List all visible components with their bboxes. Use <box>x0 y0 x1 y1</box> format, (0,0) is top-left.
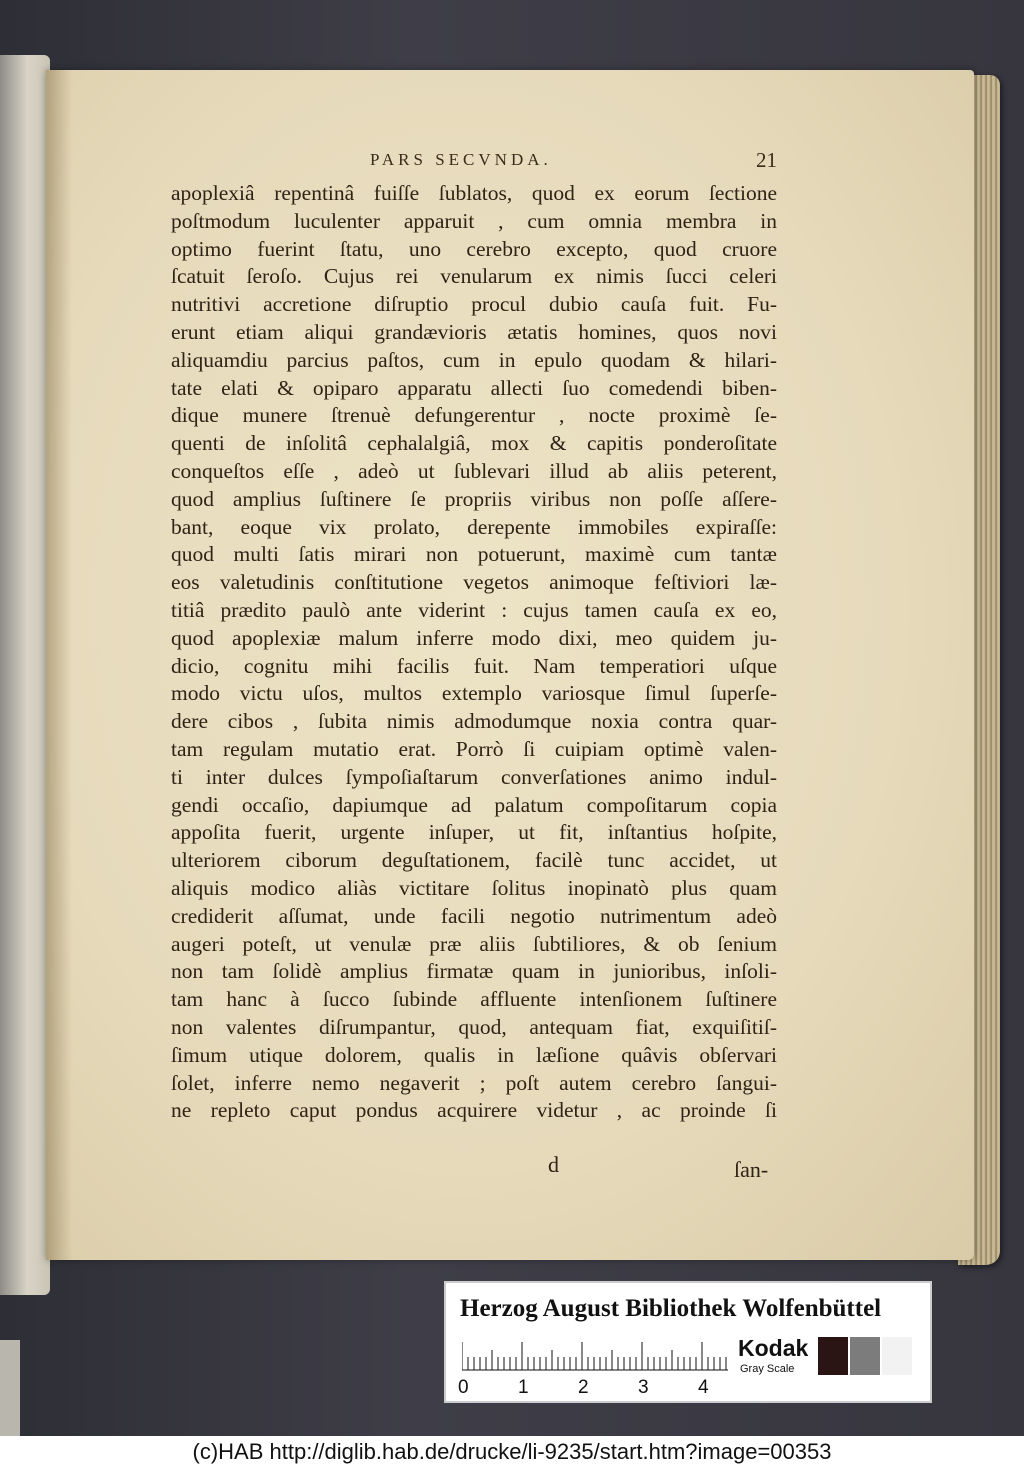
signature-mark: d <box>548 1152 559 1177</box>
ruler-label: 3 <box>638 1377 649 1398</box>
text-line: aliquamdiu parcius paſtos, cum in epulo quodam & hilari- <box>171 347 777 372</box>
text-line: tam regulam mutatio erat. Porrò ſi cuipiam optimè valen- <box>171 736 777 761</box>
ruler-scale <box>462 1341 728 1371</box>
running-head: PARS SECVNDA. <box>370 150 552 169</box>
text-line: erunt etiam aliqui grandævioris ætatis homines, quos novi <box>171 319 777 344</box>
ruler-label: 0 <box>458 1377 469 1398</box>
text-line: quod amplius ſuſtinere ſe propriis viribus non poſſe aſſere- <box>171 486 777 511</box>
catchword: ſan- <box>734 1157 769 1182</box>
adjacent-object <box>0 1340 20 1436</box>
gray-scale-label: Gray Scale <box>740 1363 795 1375</box>
ruler-labels <box>458 1377 738 1399</box>
footer-bar <box>0 1436 1024 1469</box>
text-line: aliquis modico aliàs victitare ſolitus inopinatò plus quam <box>171 875 777 900</box>
text-line: dique munere ſtrenuè defungerentur , nocte proximè ſe- <box>171 403 777 428</box>
text-line: ſcatuit ſeroſo. Cujus rei venularum ex nimis ſucci celeri <box>171 264 777 289</box>
gray-patch <box>818 1337 848 1375</box>
text-line: non tam ſolidè amplius firmatæ quam in junioribus, inſoli- <box>171 959 777 984</box>
text-line: quod multi ſatis mirari non potuerunt, maximè cum tantæ <box>171 542 777 567</box>
text-line: gendi occaſio, dapiumque ad palatum compoſitarum copia <box>171 792 777 817</box>
text-line: optimo fuerint ſtatu, uno cerebro excepto, quod cruore <box>171 236 777 261</box>
adjacent-page-edge <box>0 55 50 1295</box>
text-line: ne repleto caput pondus acquirere videtur , ac proinde ſi <box>171 1098 777 1123</box>
text-line: conqueſtos eſſe , adeò ut ſublevari illud ab aliis peterent, <box>171 458 777 483</box>
text-line: nutritivi accretione diſruptio procul dubio cauſa fuit. Fu- <box>171 292 777 317</box>
gray-patch <box>882 1337 912 1375</box>
text-line: appoſita fuerit, urgente inſuper, ut fit, inſtantius hoſpite, <box>171 820 777 845</box>
page-number: 21 <box>756 148 777 172</box>
text-line: poſtmodum luculenter apparuit , cum omnia membra in <box>171 208 777 233</box>
ruler-label: 2 <box>578 1377 589 1398</box>
text-line: non valentes diſrumpantur, quod, antequam fiat, exquiſitiſ- <box>171 1014 777 1039</box>
text-line: modo victu uſos, multos extemplo variosque ſimul ſuperſe- <box>171 681 777 706</box>
gray-patch <box>850 1337 880 1375</box>
text-line: dicio, cognitu mihi facilis fuit. Nam temperatiori uſque <box>171 653 777 678</box>
kodak-logo: Kodak <box>738 1335 809 1361</box>
text-line: quod apoplexiæ malum inferre modo dixi, meo quidem ju- <box>171 625 777 650</box>
text-line: dere cibos , ſubita nimis admodumque noxia contra quar- <box>171 709 777 734</box>
copyright-url: (c)HAB http://diglib.hab.de/drucke/li-9235/start.htm?image=00353 <box>192 1439 832 1464</box>
text-line: apoplexiâ repentinâ fuiſſe ſublatos, quod ex eorum ſectione <box>171 181 777 205</box>
text-line: eos valetudinis conſtitutione vegetos animoque feſtiviori læ- <box>171 570 777 595</box>
text-line: tam hanc à ſucco ſubinde affluente intenſionem ſuſtinere <box>171 987 777 1012</box>
text-line: augeri poteſt, ut venulæ præ aliis ſubtiliores, & ob ſenium <box>171 931 777 956</box>
text-line: titiâ prædito paulò ante viderint : cujus tamen cauſa ex eo, <box>171 597 777 622</box>
text-line: ti inter dulces ſympoſiaſtarum converſationes animo indul- <box>171 764 777 789</box>
color-calibration-card <box>444 1281 932 1403</box>
text-line: ſimum utique dolorem, qualis in læſione quâvis obſervari <box>171 1042 777 1067</box>
text-line: bant, eoque vix prolato, derepente immobiles expiraſſe: <box>171 514 777 539</box>
text-line: crediderit aſſumat, unde facili negotio nutrimentum adeò <box>171 903 777 928</box>
text-line: ulteriorem ciborum deguſtationem, facilè tunc accidet, ut <box>171 848 777 873</box>
ruler-label: 4 <box>698 1377 709 1398</box>
body-text <box>171 180 777 1125</box>
text-line: ſolet, inferre nemo negaverit ; poſt autem cerebro ſangui- <box>171 1070 777 1095</box>
text-line: tate elati & opiparo apparatu allecti ſuo comedendi biben- <box>171 375 777 400</box>
text-line: quenti de inſolitâ cephalalgiâ, mox & capitis ponderoſitate <box>171 431 777 456</box>
library-name: Herzog August Bibliothek Wolfenbüttel <box>460 1295 882 1322</box>
ruler-label: 1 <box>518 1377 529 1398</box>
